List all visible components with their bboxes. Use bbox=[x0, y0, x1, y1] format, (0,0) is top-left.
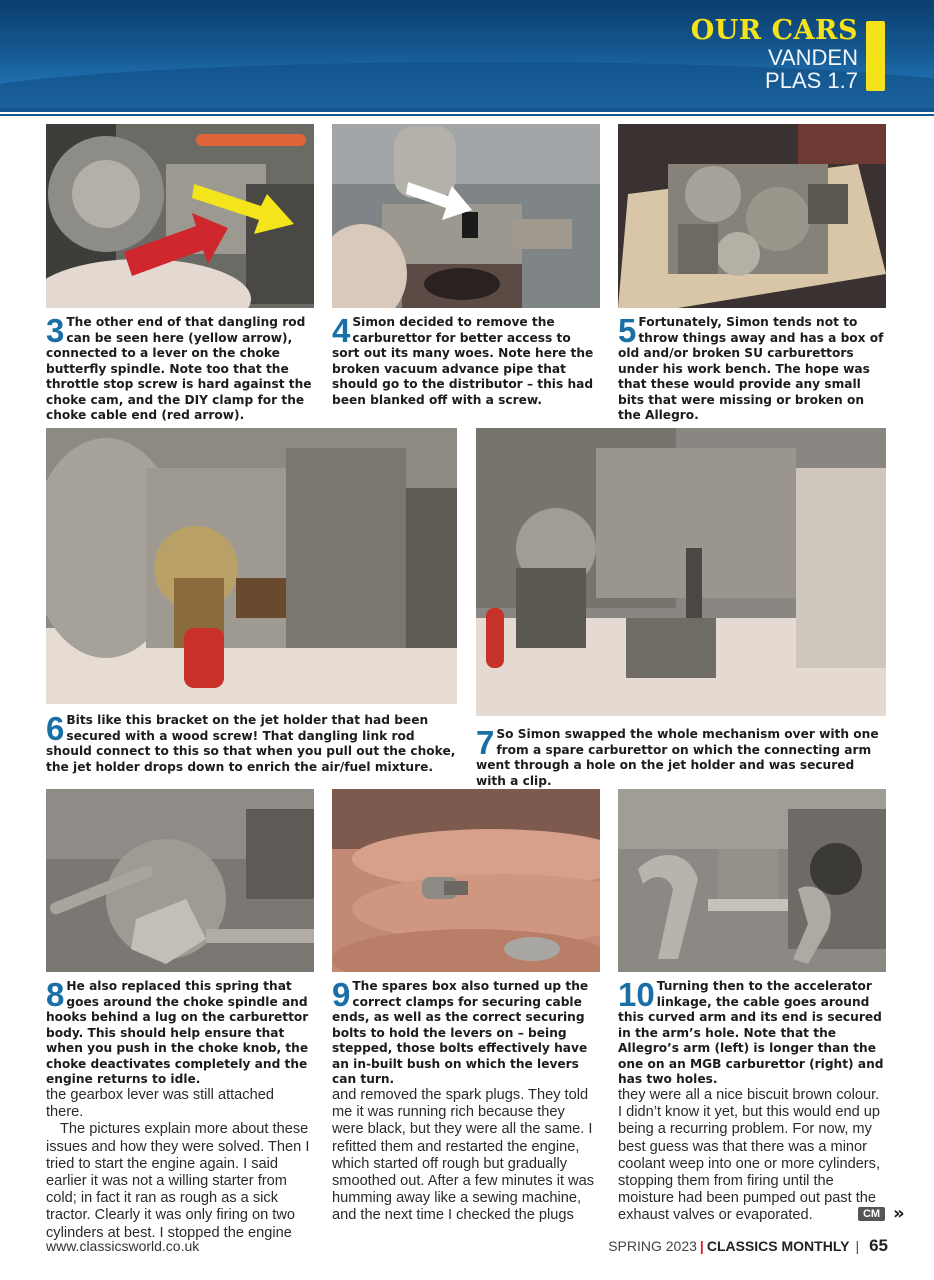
caption-text: Turning then to the accelerator linkage, the cable goes around this curved arm and its end is secured in the arm’s hole. Note that the Allegro’s arm (left) is longer than the one on an MGB carburettor (right) and has two holes. bbox=[618, 979, 884, 1086]
caption-step-3 bbox=[46, 312, 316, 424]
caption-step-8 bbox=[46, 976, 318, 1088]
caption-text: Bits like this bracket on the jet holder that had been secured with a wood screw! That dangling link rod should connect to this so that when you pull out the choke, the jet holder drops down to enrich the air/fuel mixture. bbox=[46, 713, 456, 774]
body-paragraph: they were all a nice biscuit brown colour. I didn’t know it yet, but this would end up being a recurring problem. For now, my best guess was that there was a minor coolant weep into one or more cylinders, stopping them from firing until the moisture had been pumped out past the exhaust valves or evaporated. bbox=[618, 1087, 881, 1224]
header-divider bbox=[0, 108, 934, 112]
caption-step-10 bbox=[618, 976, 888, 1088]
step-3-photo bbox=[46, 124, 314, 308]
end-of-article-logo: CM bbox=[858, 1207, 885, 1221]
caption-text: The other end of that dangling rod can be seen here (yellow arrow), connected to a lever on the choke butterfly spindle. Note too that the throttle stop screw is hard against the choke cam, and the DIY clamp for the choke cable end (red arrow). bbox=[46, 315, 312, 422]
step-8-photo bbox=[46, 789, 314, 972]
caption-step-4 bbox=[332, 312, 602, 408]
page-header-banner bbox=[0, 0, 934, 108]
section-title: OUR CARS bbox=[690, 15, 858, 46]
step-number: 6 bbox=[46, 710, 65, 747]
website-url: www.classicsworld.co.uk bbox=[46, 1238, 200, 1254]
body-column-3 bbox=[618, 1087, 886, 1225]
caption-text: The spares box also turned up the correct clamps for securing cable ends, as well as the correct securing bolts to hold the levers on – being stepped, those bolts effectively have an in-built bush on which the levers can turn. bbox=[332, 979, 589, 1086]
caption-text: Fortunately, Simon tends not to throw things away and has a box of old and/or broken SU carburettors under his work bench. The hope was that these would provide any small bits that were missing or broken on the Allegro. bbox=[618, 315, 884, 422]
body-paragraph: and removed the spark plugs. They told me it was running rich because they were black, but they were all the same. I refitted them and restarted the engine, which started off rough but gradually smoothed out. After a few minutes it was humming away like a sewing machine, and the next time I checked the plugs bbox=[332, 1087, 595, 1224]
step-9-photo bbox=[332, 789, 600, 972]
caption-step-6 bbox=[46, 710, 458, 775]
footer-separator: | bbox=[699, 1238, 704, 1254]
caption-text: So Simon swapped the whole mechanism over with one from a spare carburettor on which the connecting arm went through a hole on the jet holder and was secured with a clip. bbox=[476, 727, 879, 788]
section-subtitle-line1: VANDEN bbox=[767, 45, 858, 70]
caption-text: He also replaced this spring that goes around the choke spindle and hooks behind a lug on the carburettor body. This should help ensure that when you push in the choke knob, the choke deactivates completely and the engine returns to idle. bbox=[46, 979, 309, 1086]
step-5-photo bbox=[618, 124, 886, 308]
step-number: 4 bbox=[332, 312, 351, 349]
section-heading bbox=[691, 16, 858, 92]
issue-label: SPRING 2023 bbox=[608, 1238, 697, 1254]
step-10-photo bbox=[618, 789, 886, 972]
magazine-title: CLASSICS MONTHLY bbox=[706, 1238, 850, 1254]
caption-text: Simon decided to remove the carburettor for better access to sort out its many woes. Note here the broken vacuum advance pipe that should go to the distributor – this had been blanked off with a screw. bbox=[332, 315, 594, 407]
continue-arrow-icon: » bbox=[893, 1203, 905, 1224]
step-number: 3 bbox=[46, 312, 65, 349]
page-number: 65 bbox=[869, 1236, 888, 1255]
caption-step-7 bbox=[476, 724, 888, 789]
step-number: 8 bbox=[46, 976, 65, 1013]
section-accent-bar bbox=[866, 21, 885, 91]
footer-divider: | bbox=[855, 1238, 860, 1254]
section-subtitle-line2: PLAS 1.7 bbox=[765, 68, 858, 93]
step-4-photo bbox=[332, 124, 600, 308]
step-number: 9 bbox=[332, 976, 351, 1013]
step-6-photo bbox=[46, 428, 457, 704]
step-number: 5 bbox=[618, 312, 637, 349]
step-number: 10 bbox=[618, 976, 655, 1013]
body-column-1 bbox=[46, 1087, 314, 1242]
body-paragraph: The pictures explain more about these issues and how they were solved. Then I tried to start the engine again. I said earlier it was not a willing starter from cold; in fact it ran as rough as a sick tractor. Clearly it was only firing on two cylinders at best. I stopped the engine bbox=[46, 1121, 310, 1241]
step-7-photo bbox=[476, 428, 886, 716]
caption-step-9 bbox=[332, 976, 602, 1088]
caption-step-5 bbox=[618, 312, 888, 424]
header-divider-thin bbox=[0, 114, 934, 116]
page-footer bbox=[608, 1236, 888, 1256]
body-paragraph: the gearbox lever was still attached there. bbox=[46, 1087, 274, 1121]
step-number: 7 bbox=[476, 724, 495, 761]
body-column-2 bbox=[332, 1087, 600, 1225]
